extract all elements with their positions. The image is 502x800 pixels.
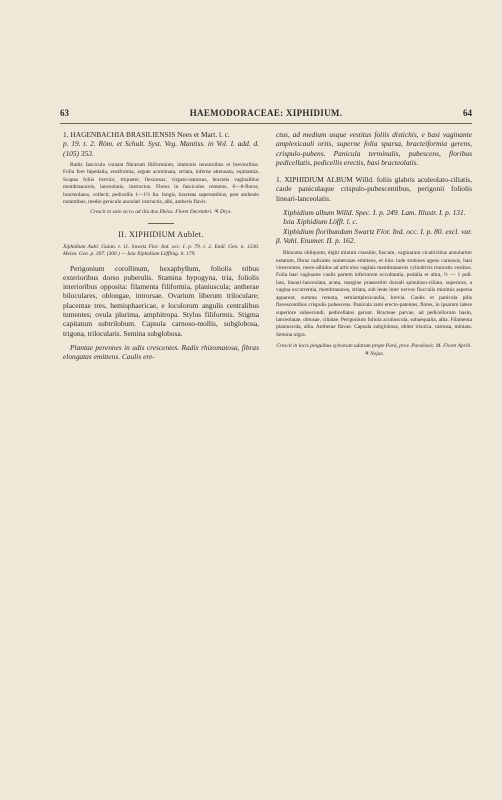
xiphidium-synonymy: Xiphidium Aubl. Guian. t. 11. Swartz Flor. Ind. occ. I. p. 79. t. 2. Endl. Gen. n. 1230. Meisn. Gen. p. 397. (300.) — Ixia Xiphidium Löffling. it. 179.: [63, 243, 259, 258]
hagenbachia-locality: Crescit in solo sicco ad ilia dos Ilhéos. Floret Decembri. ♃ Drys.: [90, 209, 232, 216]
xiphidium-habit: Plantae perennes in udis crescentes. Radix rhizomatosa, fibras elongatas emittens. Caulis ere-: [63, 342, 259, 362]
page-number-left: 63: [60, 108, 69, 118]
hagenbachia-description: Radix fasciculo constat fibrarum filiformium, immixtis tenuioribus et brevioribus. Folia fere bipedalia, ensiformia, argute acuminata, striata, inferne attenuata, equitantia. Scapus foliis brevior, triqueter, flexuosus, virgato-ramosus, bracteis vaginalibus membranaceis, lanceolatis, instructus. Flores in fasciculos remotos, 6—8-floros, bracteolatos, collecti, pedicellis 1—1½ lin. longis, bracteas superantibus, post anthesin nutantibus, medio geniculo annulari instructis, albi, antheris flavis.: [63, 161, 259, 205]
synonym-ixia: Ixia Xiphidium Löffl. l. c.: [283, 217, 358, 227]
hagenbachia-references: p. 19. t. 2. Röm. et Schult. Syst. Veg. Mantiss. in Vol. I. add. d. (105) 353.: [63, 139, 259, 158]
synonym-album: Xiphidium album Willd. Spec. I. p. 249. Lam. Illustr. I. p. 131.: [283, 208, 466, 218]
left-column: [63, 130, 259, 362]
habit-continuation: ctus, ad medium usque vestitus foliis distichis, e basi vaginante amplexicauli ortis, superne folia sparsa, bracteiformia gerens, crispulo-pubens. Panicula terminalis, pubescens, floribus pedicellatis, pedicellis erectis, basi bracteolatis.: [276, 130, 472, 167]
running-header: [60, 108, 472, 122]
header-rule: [60, 123, 472, 124]
xiphidium-genus-description: Perigonium corollinum, hexaphyllum, foliolis tribus exterioribus dorso puberulis. Stamina hypogyna, tria, foliolis interioribus opposita: filamenta filiformia, planiuscula; antherae biloculares, oblongae, introrsae. Ovarium liberum triloculare; placentae tres, hemisphaericae, e loculorum angulis centralibus tumentes; ovula plurima, amphitropa. Stylus filiformis. Stigma capitatum subtrilobum. Capsula carnoso-mollis, subglobosa, trigona, trilocularis. Semina subglobosa.: [63, 263, 259, 338]
page-number-right: 64: [463, 108, 472, 118]
synonym-floribundum: Xiphidium floribundum Swartz Flor. Ind. occ. I. p. 80. excl. var. β. Vahl. Enumer. II. p. 162.: [276, 226, 472, 245]
xiphidium-genus-heading: II. XIPHIDIUM Aublet.: [118, 229, 204, 239]
right-column: [276, 130, 472, 358]
xiphidium-album-locality: Crescit in locis pinguibus sylvarum udarum prope Pará, prov. Paraënsis: M. Floret Aprili. ♃ Nejas.: [276, 343, 472, 357]
hagenbachia-title: 1. HAGENBACHIA BRASILIENSIS Nees et Mart. l. c.: [63, 130, 230, 139]
xiphidium-album-description: Rhizoma obliquum, digiti minimi crassitie, fuscum, vaginarum cicatricibus annulariter notatum, fibras radicales numerosas emittens, et hinc inde stolones agens carnosos, basi virescentes, roseo-albidos ad articulos vaginis membranaceis cylindricis truncatis vestitos. Folia basi vaginante caulis partem inferiorem occultantia, pedalia et ultra, ½ — 1 poll. lata, lineari-lanceolata, acuta, margine praesertim dorsali spinuloso-ciliata, superiora, a vagina excurrentia, membranacea, striata, sub lente inter nervos flocculis minimis aspersa apparent, summa remota, semiamplexicaulia, brevia. Caulis et panicula pilis flavescentibus crispulis pubescens. Panicula rami erecto-patentes, flores, in ipsarum latere superiore subsecundi, pedicellatos gerunt. Bracteae parvae, ad pedicellorum basin, lanceolatae, obtusae, ciliatae. Perigonium foliola acutiuscula, subaequalia, alba. Filamenta planiuscula, alba. Antherae flavae. Capsula subglobosa, obiter trisulca, carnosa, miniata. Semina nigra.: [276, 250, 472, 338]
running-title: HAEMODORACEAE: XIPHIDIUM.: [189, 108, 343, 118]
section-divider: [148, 223, 174, 224]
xiphidium-album-title: 1. XIPHIDIUM ALBUM Willd. foliis glabris aculeolato-ciliatis, caule paniculaque crispulo-pubescentibus, perigonii foliolis lineari-lanceolatis.: [276, 175, 472, 203]
